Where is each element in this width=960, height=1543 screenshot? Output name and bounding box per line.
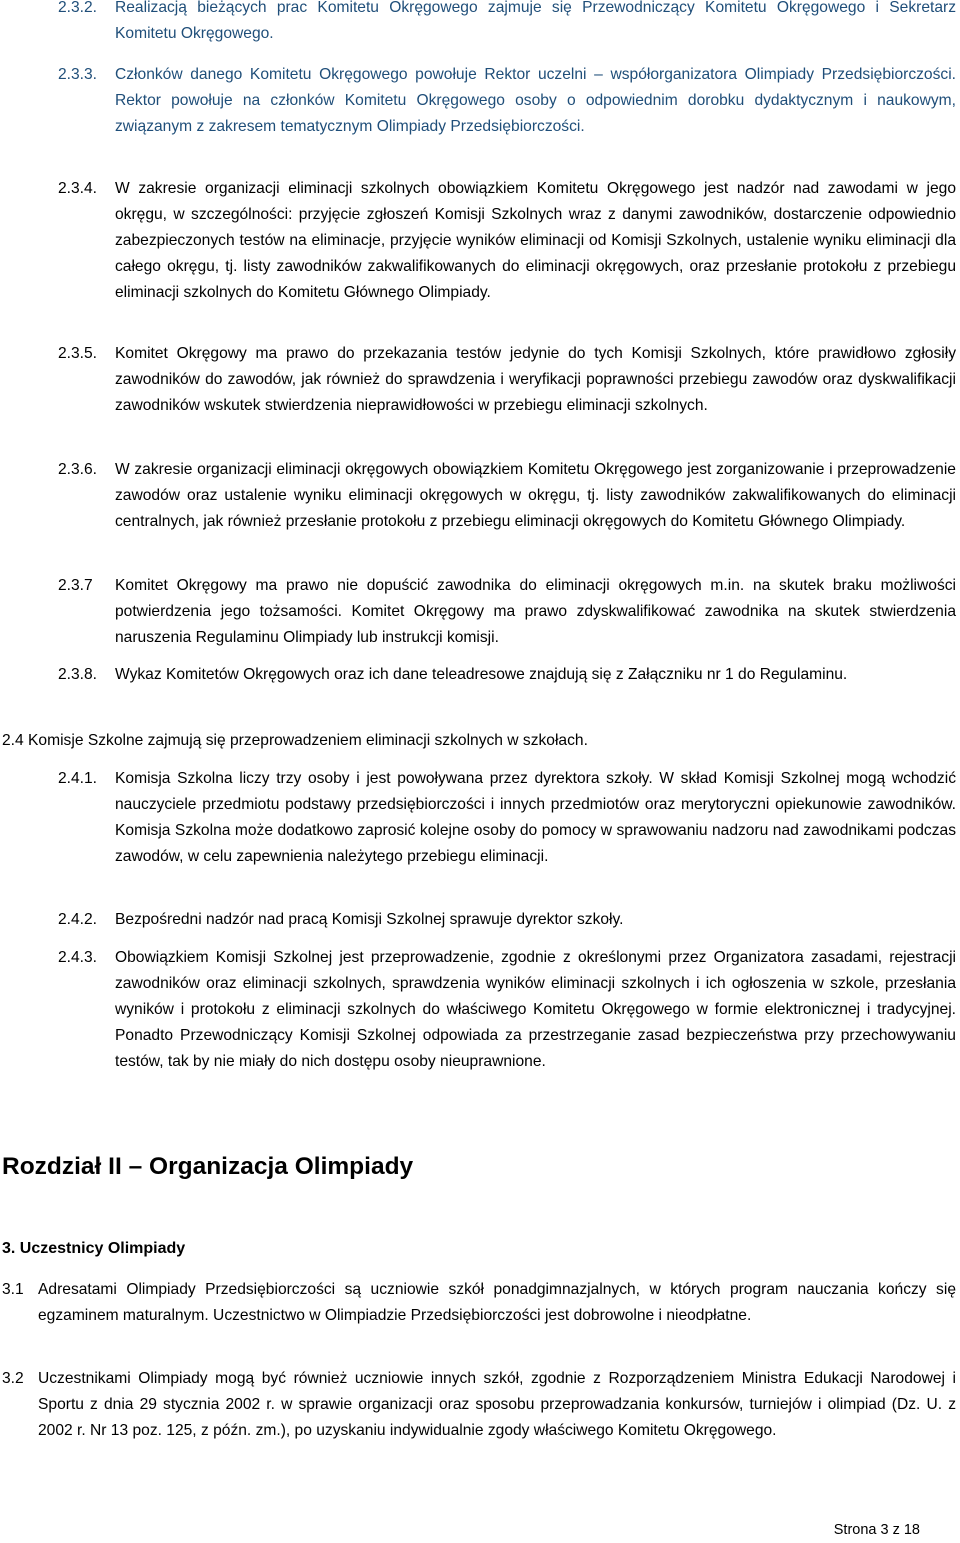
paragraph-2-4-3 bbox=[58, 945, 956, 1075]
paragraph-number: 3.1 bbox=[2, 1281, 24, 1298]
paragraph-2-3-3 bbox=[58, 62, 956, 140]
paragraph-text: Obowiązkiem Komisji Szkolnej jest przeprowadzenie, zgodnie z określonymi przez Organizatora zasadami, rejestracji zawodników oraz eliminacji szkolnych, sprawdzenia wyników eliminacji szkolnych i ich ogłoszenia w szkole, przesłania wyników i protokołu z eliminacji szkolnych do właściwego Komitetu Okręgowego w formie elektronicznej i tradycyjnej. Ponadto Przewodniczący Komisji Szkolnej odpowiada za przestrzeganie zasad bezpieczeństwa przy przechowywaniu testów, tak by nie miały do nich dostępu osoby nieuprawnione. bbox=[115, 949, 956, 1070]
paragraph-2-3-4 bbox=[58, 176, 956, 306]
paragraph-number: 2.3.4. bbox=[58, 180, 98, 197]
paragraph-2-4 bbox=[2, 728, 956, 754]
paragraph-text: Bezpośredni nadzór nad pracą Komisji Szkolnej sprawuje dyrektor szkoły. bbox=[115, 911, 624, 928]
paragraph-number: 2.4 bbox=[2, 732, 24, 749]
page-number-footer: Strona 3 z 18 bbox=[833, 1522, 920, 1538]
paragraph-number: 2.3.8. bbox=[58, 666, 98, 683]
paragraph-3-2 bbox=[2, 1366, 956, 1444]
paragraph-number: 2.3.5. bbox=[58, 345, 98, 362]
paragraph-number: 2.4.1. bbox=[58, 770, 98, 787]
chapter-title: Rozdział II – Organizacja Olimpiady bbox=[2, 1153, 414, 1180]
paragraph-number: 2.4.3. bbox=[58, 949, 98, 966]
paragraph-text: Komitet Okręgowy ma prawo nie dopuścić zawodnika do eliminacji okręgowych m.in. na skutek braku możliwości potwierdzenia jego tożsamości. Komitet Okręgowy ma prawo zdyskwalifikować zawodnika na skutek stwierdzenia naruszenia Regulaminu Olimpiady lub instrukcji komisji. bbox=[115, 577, 956, 646]
paragraph-text: Komitet Okręgowy ma prawo do przekazania testów jedynie do tych Komisji Szkolnych, które prawidłowo zgłosiły zawodników do zawodów, jak również do sprawdzenia i weryfikacji poprawności przebiegu zawodów oraz dyskwalifikacji zawodników wskutek stwierdzenia nieprawidłowości w przebiegu eliminacji szkolnych. bbox=[115, 345, 956, 414]
paragraph-text: Wykaz Komitetów Okręgowych oraz ich dane teleadresowe znajdują się z Załączniku nr 1 do Regulaminu. bbox=[115, 666, 848, 683]
paragraph-2-3-5 bbox=[58, 341, 956, 419]
paragraph-text: Uczestnikami Olimpiady mogą być również uczniowie innych szkół, zgodnie z Rozporządzeniem Ministra Edukacji Narodowej i Sportu z dnia 29 stycznia 2002 r. w sprawie organizacji oraz sposobu przeprowadzania konkursów, turniejów i olimpiad (Dz. U. z 2002 r. Nr 13 poz. 125, z późn. zm.), po uzyskaniu indywidualnie zgody właściwego Komitetu Okręgowego. bbox=[38, 1370, 956, 1439]
paragraph-2-3-6 bbox=[58, 457, 956, 535]
paragraph-number: 2.4.2. bbox=[58, 911, 98, 928]
paragraph-number: 2.3.7 bbox=[58, 577, 93, 594]
paragraph-text: Adresatami Olimpiady Przedsiębiorczości są uczniowie szkół ponadgimnazjalnych, w których program nauczania kończy się egzaminem maturalnym. Uczestnictwo w Olimpiadzie Przedsiębiorczości jest dobrowolne i nieodpłatne. bbox=[38, 1281, 956, 1324]
section-title: 3. Uczestnicy Olimpiady bbox=[2, 1240, 186, 1257]
paragraph-number: 2.3.2. bbox=[58, 0, 98, 16]
paragraph-text: W zakresie organizacji eliminacji okręgowych obowiązkiem Komitetu Okręgowego jest zorganizowanie i przeprowadzenie zawodów oraz ustalenie wyniku eliminacji okręgowych w okręgu, tj. listy zawodników zakwalifikowanych do eliminacji centralnych, jak również przesłanie protokołu z przebiegu eliminacji okręgowych do Komitetu Głównego Olimpiady. bbox=[115, 461, 956, 530]
paragraph-text: W zakresie organizacji eliminacji szkolnych obowiązkiem Komitetu Okręgowego jest nadzór nad zawodami w jego okręgu, w szczególności: przyjęcie zgłoszeń Komisji Szkolnych wraz z danymi zawodników, dostarczenie odpowiednio zabezpieczonych testów na eliminacje, przyjęcie wyników eliminacji od Komisji Szkolnych, ustalenie wyniku eliminacji dla całego okręgu, tj. listy zawodników zakwalifikowanych do eliminacji okręgowych, oraz przesłanie protokołu z przebiegu eliminacji szkolnych do Komitetu Głównego Olimpiady. bbox=[115, 180, 956, 301]
paragraph-text: Realizacją bieżących prac Komitetu Okręgowego zajmuje się Przewodniczący Komitetu Okręgowego i Sekretarz Komitetu Okręgowego. bbox=[115, 0, 956, 42]
paragraph-text: Komisja Szkolna liczy trzy osoby i jest powoływana przez dyrektora szkoły. W skład Komisji Szkolnej mogą wchodzić nauczyciele przedmiotu podstawy przedsiębiorczości i innych przedmiotów oraz merytoryczni opiekunowie zawodników. Komisja Szkolna może dodatkowo zaprosić kolejne osoby do pomocy w sprawowaniu nadzoru nad zawodnikami podczas zawodów, w celu zapewnienia należytego przebiegu eliminacji. bbox=[115, 770, 956, 865]
paragraph-2-3-7 bbox=[58, 573, 956, 651]
paragraph-2-4-1 bbox=[58, 766, 956, 870]
paragraph-text: Komisje Szkolne zajmują się przeprowadzeniem eliminacji szkolnych w szkołach. bbox=[28, 732, 588, 749]
paragraph-3-1 bbox=[2, 1277, 956, 1329]
paragraph-2-3-8 bbox=[58, 662, 956, 688]
paragraph-2-3-2 bbox=[58, 0, 956, 47]
paragraph-text: Członków danego Komitetu Okręgowego powołuje Rektor uczelni – współorganizatora Olimpiady Przedsiębiorczości. Rektor powołuje na członków Komitetu Okręgowego osoby o odpowiednim dorobku dydaktycznym i naukowym, związanym z zakresem tematycznym Olimpiady Przedsiębiorczości. bbox=[115, 66, 956, 135]
paragraph-2-4-2 bbox=[58, 907, 956, 933]
paragraph-number: 3.2 bbox=[2, 1370, 24, 1387]
paragraph-number: 2.3.3. bbox=[58, 66, 98, 83]
paragraph-number: 2.3.6. bbox=[58, 461, 98, 478]
